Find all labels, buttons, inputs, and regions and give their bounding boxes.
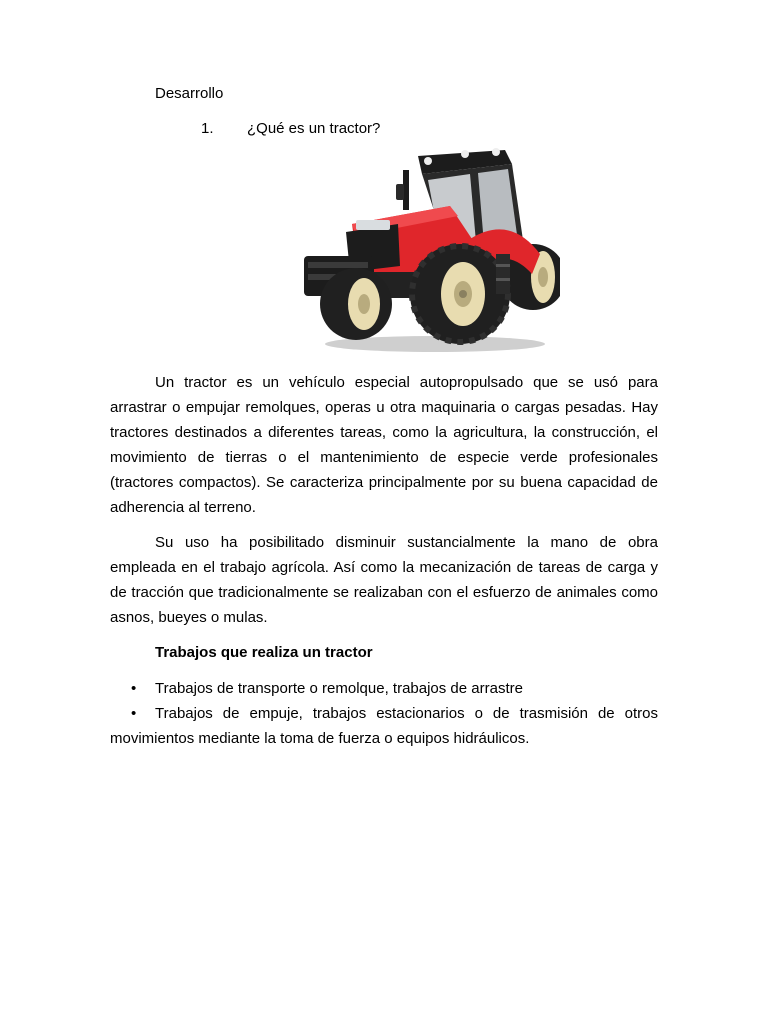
bullet-icon: • <box>131 705 137 722</box>
tractor-illustration-icon <box>300 144 560 359</box>
paragraph-2 <box>110 530 658 630</box>
subsection-heading: Trabajos que realiza un tractor <box>155 644 373 661</box>
bullet-text: Trabajos de empuje, trabajos estacionarios o de trasmisión de otros movimientos mediante la toma de fuerza o equipos hidráulicos. <box>110 705 658 747</box>
list-item <box>110 676 658 701</box>
section-heading: Desarrollo <box>155 85 224 102</box>
bullet-list <box>110 676 658 751</box>
list-number: 1. <box>201 120 214 137</box>
bullet-icon: • <box>131 680 137 697</box>
list-item <box>110 701 658 751</box>
paragraph-text: Un tractor es un vehículo especial autopropulsado que se usó para arrastrar o empujar remolques, operas u otra maquinaria o cargas pesadas. Hay tractores destinados a diferentes tareas, como la agricultura, la construcción, el movimiento de tierras o el mantenimiento de especie verde profesionales (tractores compactos). Se caracteriza principalmente por su buena capacidad de adherencia al terreno. <box>110 374 658 516</box>
list-item-text: ¿Qué es un tractor? <box>247 120 381 137</box>
tractor-image <box>300 144 560 359</box>
paragraph-text: Su uso ha posibilitado disminuir sustancialmente la mano de obra empleada en el trabajo agrícola. Así como la mecanización de tareas de carga y de tracción que tradicionalmente se realizaban con el esfuerzo de animales como asnos, bueyes o mulas. <box>110 534 658 626</box>
paragraph-1 <box>110 370 658 520</box>
bullet-text: Trabajos de transporte o remolque, trabajos de arrastre <box>155 680 523 697</box>
